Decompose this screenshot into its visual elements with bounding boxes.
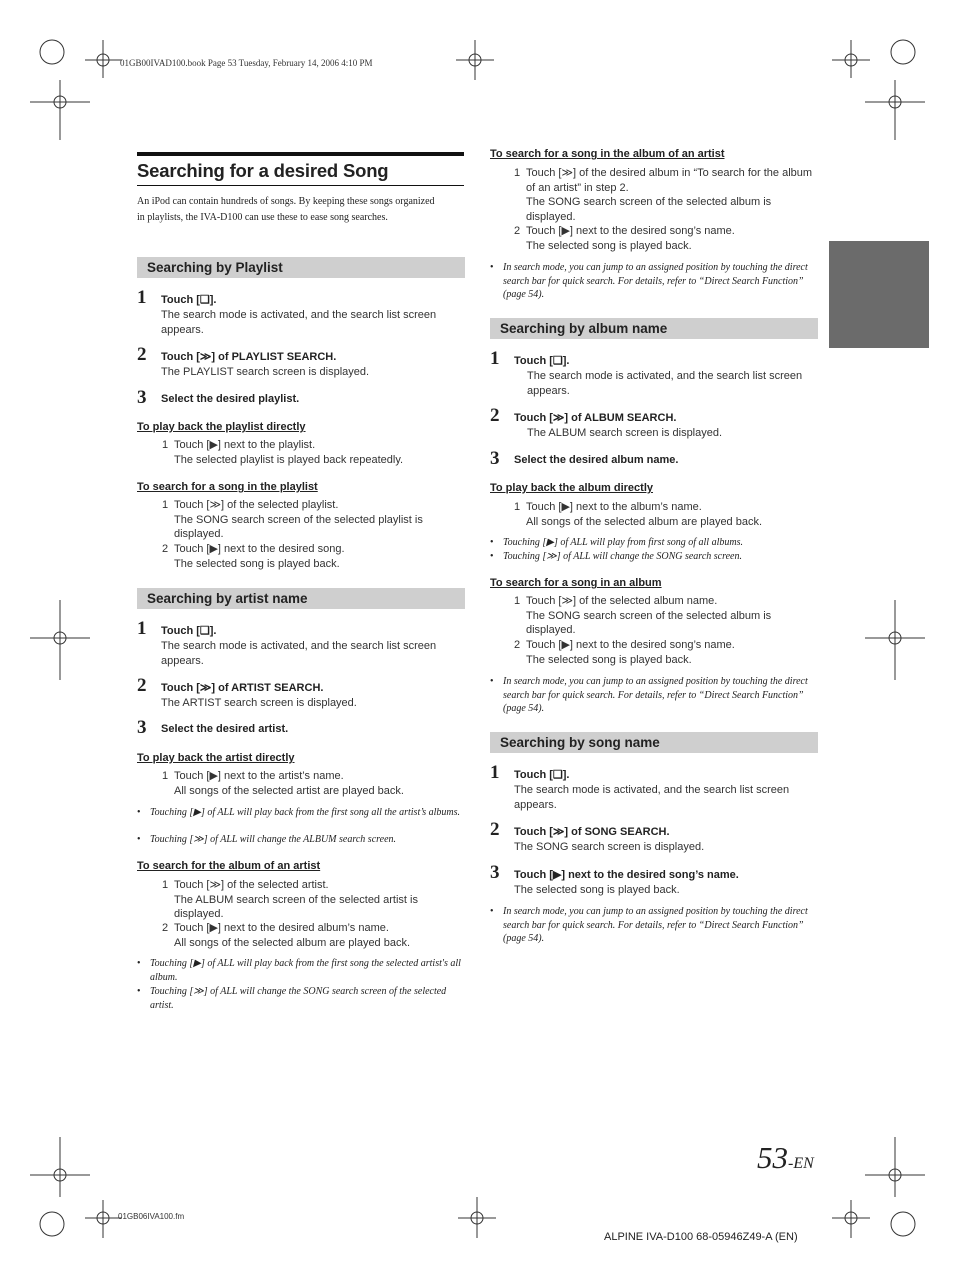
footer-filename: 01GB06IVA100.fm (118, 1212, 185, 1221)
item-number: 2 (162, 922, 169, 934)
step-label: Touch [❏]. (514, 769, 570, 781)
list-item (514, 224, 814, 254)
bullet: • (490, 906, 494, 917)
item-number: 1 (514, 501, 521, 513)
item-number: 2 (514, 225, 521, 237)
section-heading-song: Searching by song name (490, 732, 818, 753)
item-text: Touch [▶] next to the artist’s name. All songs of the selected artist are played back. (174, 770, 404, 797)
bullet: • (490, 676, 494, 687)
bullet: • (137, 834, 141, 845)
subheading-play-playlist: To play back the playlist directly (137, 421, 306, 433)
note-text: Touching [▶] of ALL will play back from the first song the selected artist's all album. (150, 958, 461, 983)
step-label: Touch [❏]. (161, 625, 217, 637)
step-desc: The SONG search screen is displayed. (514, 841, 705, 853)
step-number: 1 (137, 287, 147, 308)
header-meta: 01GB00IVAD100.book Page 53 Tuesday, February 14, 2006 4:10 PM (120, 58, 373, 68)
list-item (162, 769, 452, 799)
step-desc: The PLAYLIST search screen is displayed. (161, 366, 370, 378)
note-item (137, 985, 465, 1013)
item-number: 1 (162, 879, 169, 891)
step-number: 2 (490, 819, 500, 840)
step-label: Touch [≫] of ARTIST SEARCH. (161, 682, 324, 694)
subheading-song-in-album: To search for a song in an album (490, 577, 662, 589)
item-number: 2 (162, 543, 169, 555)
item-number: 1 (162, 439, 169, 451)
list-item (514, 638, 814, 668)
step-desc: The search mode is activated, and the search list screen appears. (514, 784, 790, 811)
subheading-play-album: To play back the album directly (490, 482, 654, 494)
step-desc: The search mode is activated, and the search list screen appears. (527, 370, 803, 397)
item-text: Touch [≫] of the desired album in “To search for the album of an artist” in step 2. The SONG search screen of the selected album is displayed. (526, 167, 813, 223)
step-number: 1 (490, 348, 500, 369)
step-number: 2 (137, 675, 147, 696)
subheading-play-artist: To play back the artist directly (137, 752, 295, 764)
item-number: 1 (162, 770, 169, 782)
step-label: Select the desired artist. (161, 723, 289, 735)
item-text: Touch [≫] of the selected playlist. The SONG search screen of the selected playlist is displayed. (174, 499, 423, 540)
step-number: 3 (137, 387, 147, 408)
bullet: • (490, 551, 494, 562)
item-text: Touch [≫] of the selected artist. The ALBUM search screen of the selected artist is displayed. (174, 879, 418, 920)
note-item (490, 675, 818, 717)
step-label: Touch [❏]. (514, 355, 570, 367)
note-item (490, 905, 818, 947)
subheading-song-in-artist-album: To search for a song in the album of an artist (490, 148, 725, 160)
list-item (514, 594, 814, 638)
step-label: Select the desired album name. (514, 454, 679, 466)
crop-circle-br (891, 1212, 915, 1236)
bullet: • (137, 807, 141, 818)
step-desc: The ARTIST search screen is displayed. (161, 697, 357, 709)
note-item (490, 550, 818, 564)
footer-model: ALPINE IVA-D100 68-05946Z49-A (EN) (604, 1231, 798, 1243)
item-text: Touch [▶] next to the desired song. The selected song is played back. (174, 543, 345, 570)
subheading-album-of-artist: To search for the album of an artist (137, 860, 321, 872)
list-item (162, 438, 452, 468)
list-item (514, 500, 814, 530)
list-item (162, 878, 452, 922)
step-desc: The search mode is activated, and the search list screen appears. (161, 640, 437, 667)
list-item (514, 166, 814, 224)
step-number: 3 (490, 862, 500, 883)
list-item (162, 498, 452, 542)
note-text: Touching [▶] of ALL will play back from the first song all the artist’s albums. (150, 807, 461, 818)
note-item (490, 261, 818, 303)
section-heading-playlist: Searching by Playlist (137, 257, 465, 278)
crop-circle-bl (40, 1212, 64, 1236)
note-text: Touching [▶] of ALL will play from first song of all albums. (503, 537, 743, 548)
note-item (137, 806, 465, 834)
step-number: 2 (137, 344, 147, 365)
step-label: Touch [❏]. (161, 294, 217, 306)
note-item (137, 957, 465, 985)
note-text: In search mode, you can jump to an assigned position by touching the direct search bar for quick search. For details, refer to “Direct Search Function” (page 54). (503, 906, 808, 944)
page-title: Searching for a desired Song (137, 160, 389, 181)
item-text: Touch [▶] next to the album’s name. All songs of the selected album are played back. (526, 501, 763, 528)
list-item (162, 542, 452, 572)
list-item (162, 921, 452, 951)
step-label: Touch [▶] next to the desired song’s name. (514, 869, 739, 881)
section-heading-album: Searching by album name (490, 318, 818, 339)
item-number: 1 (514, 595, 521, 607)
page-number-suffix: -EN (788, 1155, 814, 1172)
step-desc: The search mode is activated, and the search list screen appears. (161, 309, 437, 336)
note-text: Touching [≫] of ALL will change the SONG search screen. (503, 551, 742, 562)
item-text: Touch [▶] next to the desired album’s name. All songs of the selected album are played back. (174, 922, 411, 949)
item-text: Touch [≫] of the selected album name. The SONG search screen of the selected album is displayed. (526, 595, 772, 636)
note-item (137, 833, 465, 847)
note-text: In search mode, you can jump to an assigned position by touching the direct search bar for quick search. For details, refer to “Direct Search Function” (page 54). (503, 676, 808, 714)
note-item (490, 536, 818, 550)
crop-circle-tl (40, 40, 64, 64)
step-number: 3 (137, 717, 147, 738)
crop-circle-tr (891, 40, 915, 64)
item-text: Touch [▶] next to the desired song’s name. The selected song is played back. (526, 225, 735, 252)
item-text: Touch [▶] next to the desired song’s name. The selected song is played back. (526, 639, 735, 666)
step-number: 3 (490, 448, 500, 469)
section-heading-artist: Searching by artist name (137, 588, 465, 609)
step-label: Touch [≫] of ALBUM SEARCH. (514, 412, 677, 424)
step-number: 1 (137, 618, 147, 639)
step-label: Select the desired playlist. (161, 393, 300, 405)
step-label: Touch [≫] of PLAYLIST SEARCH. (161, 351, 337, 363)
step-desc: The selected song is played back. (514, 884, 680, 896)
step-number: 1 (490, 762, 500, 783)
note-text: In search mode, you can jump to an assigned position by touching the direct search bar for quick search. For details, refer to “Direct Search Function” (page 54). (503, 262, 808, 300)
step-desc: The ALBUM search screen is displayed. (527, 427, 723, 439)
bullet: • (490, 262, 494, 273)
note-text: Touching [≫] of ALL will change the SONG search screen of the selected artist. (150, 986, 447, 1011)
bullet: • (137, 958, 141, 969)
subheading-search-playlist: To search for a song in the playlist (137, 481, 318, 493)
note-text: Touching [≫] of ALL will change the ALBUM search screen. (150, 834, 397, 845)
item-number: 1 (162, 499, 169, 511)
bullet: • (137, 986, 141, 997)
intro-text: An iPod can contain hundreds of songs. By keeping these songs organized in playlists, the IVA-D100 can use these to ease song searches. (137, 196, 435, 223)
item-text: Touch [▶] next to the playlist. The selected playlist is played back repeatedly. (174, 439, 404, 466)
item-number: 2 (514, 639, 521, 651)
page-title-block (137, 152, 464, 186)
page-number (757, 1140, 814, 1176)
page-number-value: 53 (757, 1140, 788, 1175)
step-label: Touch [≫] of SONG SEARCH. (514, 826, 670, 838)
step-number: 2 (490, 405, 500, 426)
bullet: • (490, 537, 494, 548)
item-number: 1 (514, 167, 521, 179)
